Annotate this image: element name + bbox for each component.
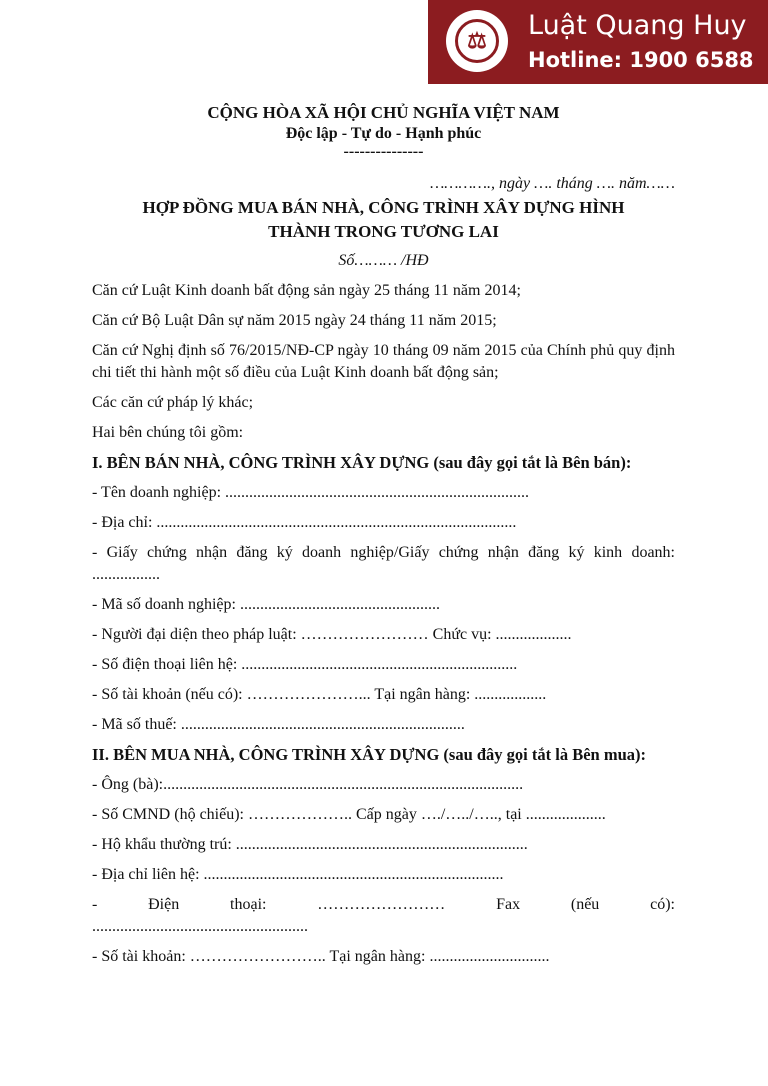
seller-address: - Địa chỉ: .......................................................................................... [92,514,517,531]
buyer-contact-address: - Địa chỉ liên hệ: ........................................................................... [92,866,504,883]
seller-tax-code: - Mã số thuế: ....................................................................... [92,716,465,733]
brand-name: Luật Quang Huy [528,10,747,41]
buyer-permanent-residence: - Hộ khẩu thường trú: ......................................................................... [92,836,528,853]
phone-word: …………………… [317,896,446,913]
phone-word: - [92,896,98,913]
brand-banner [428,0,768,84]
separator: --------------- [343,143,424,160]
nation-heading: CỘNG HÒA XÃ HỘI CHỦ NGHĨA VIỆT NAM [207,103,560,122]
phone-word: Điện [148,896,180,913]
brand-logo [446,10,508,72]
contract-title-line-2: THÀNH TRONG TƯƠNG LAI [268,222,499,241]
buyer-id-card: - Số CMND (hộ chiếu): ……………….. Cấp ngày …./…../….., tại .................... [92,806,606,823]
seller-representative: - Người đại diện theo pháp luật: …………………… Chức vụ: ................... [92,626,572,643]
phone-word: (nếu [570,896,600,913]
parties-intro: Hai bên chúng tôi gồm: [92,424,244,441]
seller-bank-account: - Số tài khoản (nếu có): …………………... Tại ngân hàng: .................. [92,686,547,703]
contract-number: Số……… /HĐ [338,252,429,269]
buyer-heading: II. BÊN MUA NHÀ, CÔNG TRÌNH XÂY DỰNG (sau đây gọi tắt là Bên mua): [92,745,646,764]
seller-company-name: - Tên doanh nghiệp: ............................................................................ [92,484,530,501]
motto: Độc lập - Tự do - Hạnh phúc [285,125,482,142]
buyer-bank-account: - Số tài khoản: …………………….. Tại ngân hàng: .............................. [92,948,550,965]
date-line: …………., ngày …. tháng …. năm…… [430,175,675,192]
seller-phone: - Số điện thoại liên hệ: ..................................................................... [92,656,518,673]
seller-company-code: - Mã số doanh nghiệp: .................................................. [92,596,440,613]
seller-business-registration: - Giấy chứng nhận đăng ký doanh nghiệp/Giấy chứng nhận đăng ký kinh doanh: ................. [92,544,675,583]
brand-hotline: Hotline: 1900 6588 [528,48,754,72]
phone-word: có): [650,896,675,913]
buyer-name: - Ông (bà):.......................................................................................... [92,776,524,793]
legal-basis-4: Các căn cứ pháp lý khác; [92,394,254,411]
buyer-phone-line [92,894,675,916]
phone-word: thoại: [230,896,267,913]
seller-heading: I. BÊN BÁN NHÀ, CÔNG TRÌNH XÂY DỰNG (sau đây gọi tắt là Bên bán): [92,453,632,472]
buyer-phone-tail: ...................................................... [92,918,308,935]
contract-title-line-1: HỢP ĐỒNG MUA BÁN NHÀ, CÔNG TRÌNH XÂY DỰNG HÌNH [142,198,625,217]
legal-basis-3: Căn cứ Nghị định số 76/2015/NĐ-CP ngày 10 tháng 09 năm 2015 của Chính phủ quy định chi tiết thi hành một số điều của Luật Kinh doanh bất động sản; [92,342,675,381]
phone-word: Fax [496,896,521,913]
contract-document [92,96,675,968]
legal-basis-1: Căn cứ Luật Kinh doanh bất động sản ngày 25 tháng 11 năm 2014; [92,282,521,299]
scales-logo-icon: ⚖ [455,19,499,63]
legal-basis-2: Căn cứ Bộ Luật Dân sự năm 2015 ngày 24 tháng 11 năm 2015; [92,312,497,329]
